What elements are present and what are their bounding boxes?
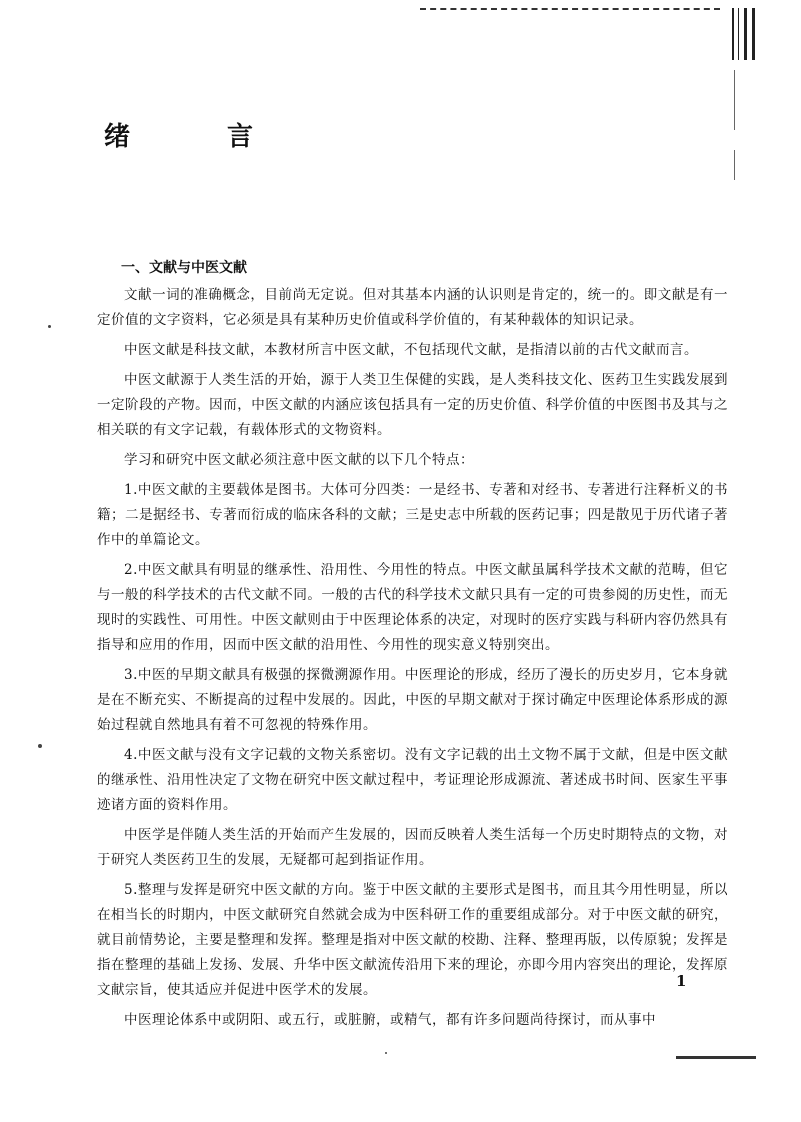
paragraph-feature-4: 4.中医文献与没有文字记载的文物关系密切。没有文字记载的出土文物不属于文献，但是中医文献的继承性、沿用性决定了文物在研究中医文献过程中，考证理论形成源流、著述成书时间、医家生平事迹诸方面的资料作用。: [97, 747, 728, 813]
chapter-title: 绪 言: [104, 122, 298, 152]
paragraph-feature-1: 1.中医文献的主要载体是图书。大体可分四类：一是经书、专著和对经书、专著进行注释析义的书籍；二是据经书、专著而衍成的临床各科的文献；三是史志中所载的医药记事；四是散见于历代诸子著作中的单篇论文。: [97, 482, 728, 548]
paragraph-theory: 中医理论体系中或阴阳、或五行，或脏腑，或精气，都有许多问题尚待探讨，而从事中: [124, 1012, 656, 1028]
section-heading: 一、文献与中医文献: [121, 260, 247, 276]
bottom-scan-mark: [676, 1056, 756, 1059]
scan-speck: [48, 325, 51, 328]
paragraph-feature-2: 2.中医文献具有明显的继承性、沿用性、今用性的特点。中医文献虽属科学技术文献的范畴，但它与一般的科学技术的古代文献不同。一般的古代的科学技术文献只具有一定的可贵参阅的历史性，而无现时的实践性、可用性。中医文献则由于中医理论体系的决定，对现时的医疗实践与科研内容仍然具有指导和应用的作用，因而中医文献的沿用性、今用性的现实意义特别突出。: [97, 562, 728, 653]
paragraph-definition: 文献一词的准确概念，目前尚无定说。但对其基本内涵的认识则是肯定的，统一的。即文献是有一定价值的文字资料，它必须是具有某种历史价值或科学价值的，有某种载体的知识记录。: [97, 287, 728, 328]
paragraph-artifacts: 中医学是伴随人类生活的开始而产生发展的，因而反映着人类生活每一个历史时期特点的文物，对于研究人类医药卫生的发展，无疑都可起到指证作用。: [97, 827, 728, 868]
top-dashed-edge: [420, 8, 720, 10]
paragraph-scope: 中医文献是科技文献，本教材所言中医文献，不包括现代文献，是指清以前的古代文献而言。: [124, 342, 698, 358]
binding-edge-marks: [728, 0, 758, 60]
scan-speck: [385, 1052, 387, 1054]
scan-speck: [38, 744, 42, 748]
paragraph-origin: 中医文献源于人类生活的开始，源于人类卫生保健的实践，是人类科技文化、医药卫生实践发展到一定阶段的产物。因而，中医文献的内涵应该包括具有一定的历史价值、科学价值的中医图书及其与之相关联的有文字记载，有载体形式的文物资料。: [97, 372, 728, 438]
scan-edge-line: [734, 70, 735, 130]
page-number: 1: [676, 972, 687, 990]
paragraph-feature-3: 3.中医的早期文献具有极强的探微溯源作用。中医理论的形成，经历了漫长的历史岁月，它本身就是在不断充实、不断提高的过程中发展的。因此，中医的早期文献对于探讨确定中医理论体系形成的源始过程就自然地具有着不可忽视的特殊作用。: [97, 667, 728, 733]
scan-edge-line: [734, 150, 735, 180]
paragraph-features-intro: 学习和研究中医文献必须注意中医文献的以下几个特点：: [124, 452, 474, 468]
paragraph-feature-5: 5.整理与发挥是研究中医文献的方向。鉴于中医文献的主要形式是图书，而且其今用性明显，所以在相当长的时期内，中医文献研究自然就会成为中医科研工作的重要组成部分。对于中医文献的研究，就目前情势论，主要是整理和发挥。整理是指对中医文献的校勘、注释、整理再版，以传原貌；发挥是指在整理的基础上发扬、发展、升华中医文献流传沿用下来的理论，亦即今用内容突出的理论，发挥原文献宗旨，使其适应并促进中医学术的发展。: [97, 882, 728, 998]
body-content: [97, 257, 728, 1038]
